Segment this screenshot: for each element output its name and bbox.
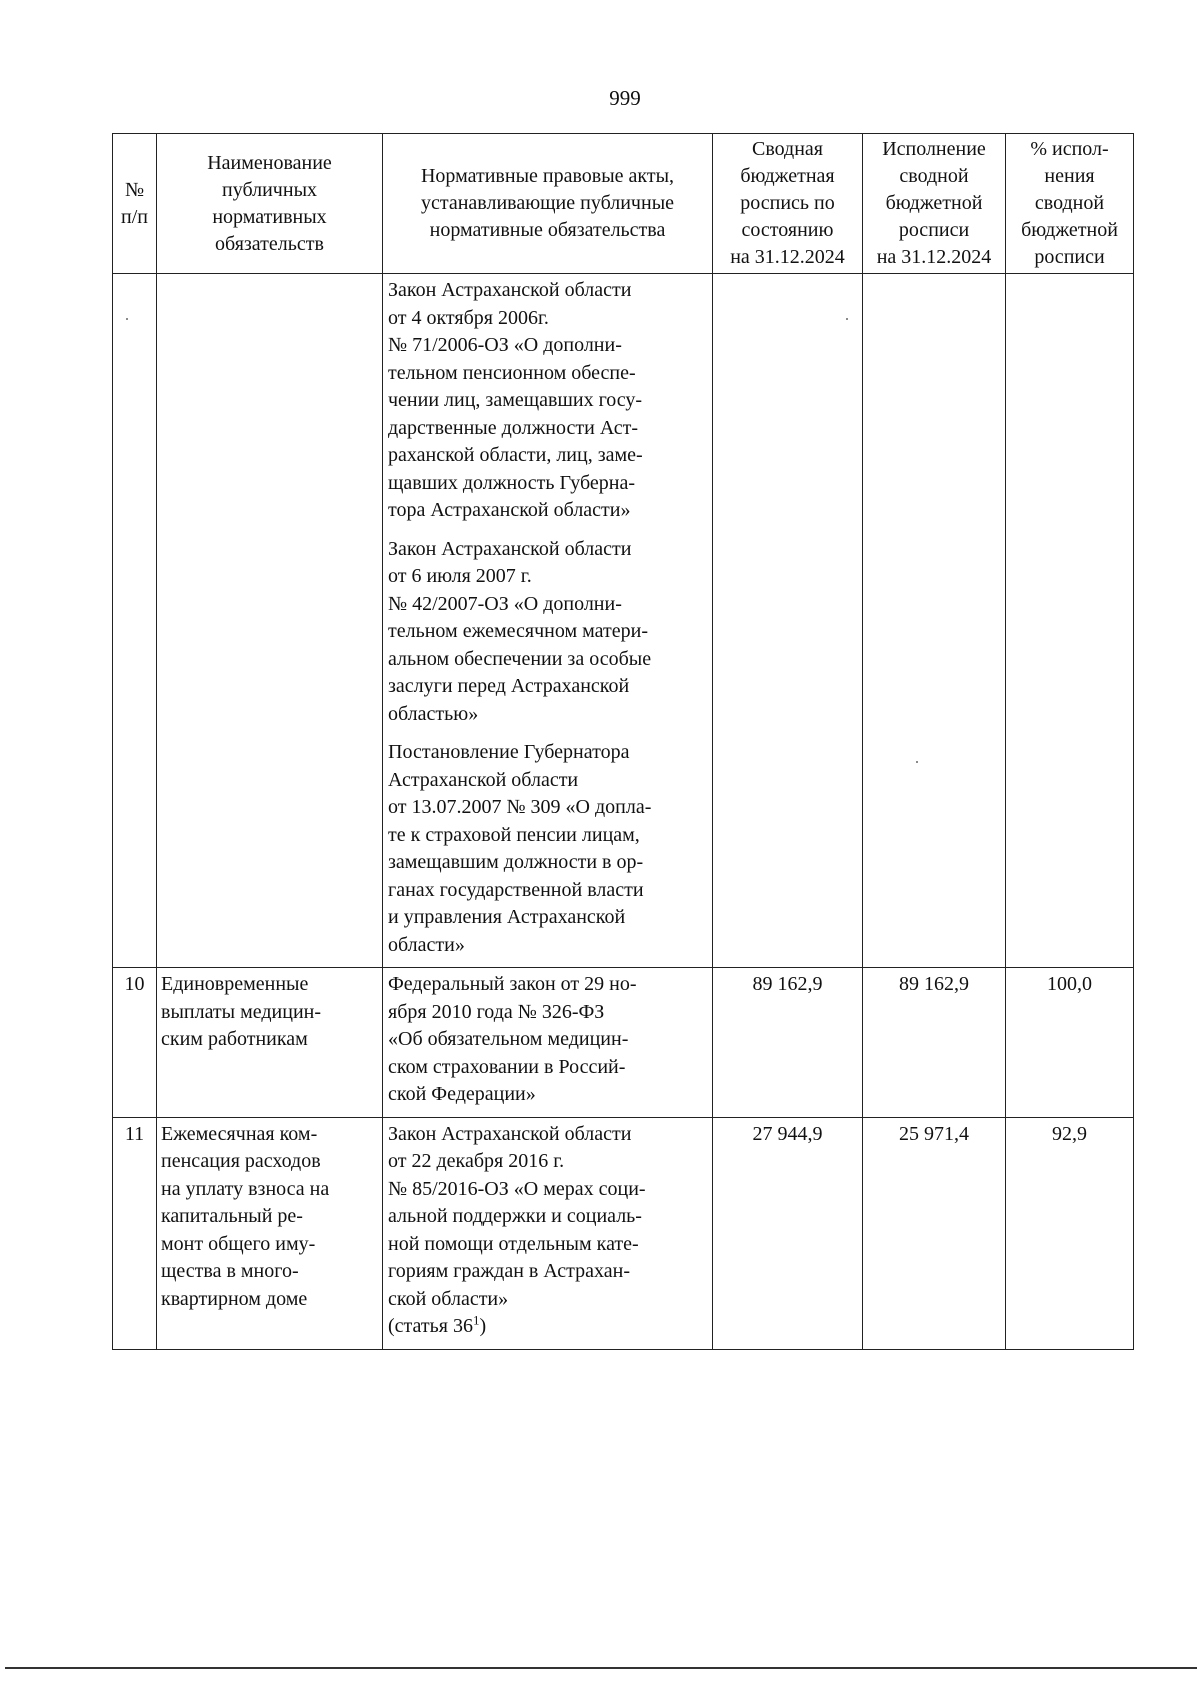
legal-act: Федеральный закон от 29 но- ября 2010 года № 326-ФЗ «Об обязательном медицин- ском страховании в Россий- ской Федерации» <box>388 973 637 1105</box>
legal-acts-cell <box>383 274 713 968</box>
scan-speck <box>126 318 128 320</box>
execution-percent-value: 100,0 <box>1006 968 1134 1118</box>
budget-plan-value <box>713 274 863 968</box>
legal-act-article <box>383 1313 712 1349</box>
budget-plan-value: 27 944,9 <box>713 1117 863 1349</box>
scan-speck <box>916 761 918 763</box>
article-close: ) <box>479 1315 487 1337</box>
budget-execution-value: 89 162,9 <box>863 968 1006 1118</box>
legal-act: Закон Астраханской области от 6 июля 2007 г. № 42/2007-ОЗ «О дополни- тельном ежемесячном матери- альном обеспечении за особые заслуги перед Астраханской областью» <box>388 537 652 725</box>
row-number <box>113 274 157 968</box>
legal-act: Постановление Губернатора Астраханской области от 13.07.2007 № 309 «О допла- те к страховой пенсии лицам, замещавшим должности в ор- ганах государственной власти и управления Астраханской области» <box>388 741 652 956</box>
page-bottom-border <box>5 1667 1197 1669</box>
legal-act: Закон Астраханской области от 22 декабря 2016 г. № 85/2016-ОЗ «О мерах соци- альной поддержки и социаль- ной помощи отдельным кате- гориям граждан в Астрахан- ской области» <box>388 1122 646 1310</box>
budget-execution-value <box>863 274 1006 968</box>
row-number: 10 <box>113 968 157 1118</box>
budget-table <box>112 133 1134 1350</box>
execution-percent-value <box>1006 274 1134 968</box>
legal-acts-cell <box>383 1117 713 1349</box>
execution-percent-value: 92,9 <box>1006 1117 1134 1349</box>
header-budget-execution: Исполнение сводной бюджетной росписи на 31.12.2024 <box>863 134 1006 274</box>
article-superscript: 1 <box>472 1312 480 1328</box>
header-budget-plan: Сводная бюджетная роспись по состоянию на 31.12.2024 <box>713 134 863 274</box>
article-text: (статья 36 <box>388 1315 473 1337</box>
budget-execution-value: 25 971,4 <box>863 1117 1006 1349</box>
header-legal-acts: Нормативные правовые акты, устанавливающие публичные нормативные обязательства <box>383 134 713 274</box>
obligation-name: Единовременные выплаты медицин- ским работникам <box>157 968 383 1118</box>
obligation-name <box>157 274 383 968</box>
table-header-row <box>113 134 1134 274</box>
obligation-name: Ежемесячная ком- пенсация расходов на уплату взноса на капитальный ре- монт общего иму- щества в много- квартирном доме <box>157 1117 383 1349</box>
scan-speck <box>846 318 848 320</box>
header-execution-percent: % испол- нения сводной бюджетной росписи <box>1006 134 1134 274</box>
row-number: 11 <box>113 1117 157 1349</box>
page-number: 999 <box>609 86 641 110</box>
legal-act: Закон Астраханской области от 4 октября 2006г. № 71/2006-ОЗ «О дополни- тельном пенсионном обеспе- чении лиц, замещавших госу- дарственные должности Аст- раханской области, лиц, заме- щавших должность Губерна- тора Астраханской области» <box>388 279 643 521</box>
header-number: № п/п <box>113 134 157 274</box>
legal-acts-cell <box>383 968 713 1118</box>
table-row <box>113 274 1134 968</box>
table-row <box>113 1117 1134 1349</box>
table-row <box>113 968 1134 1118</box>
budget-plan-value: 89 162,9 <box>713 968 863 1118</box>
header-obligation-name: Наименование публичных нормативных обязательств <box>157 134 383 274</box>
